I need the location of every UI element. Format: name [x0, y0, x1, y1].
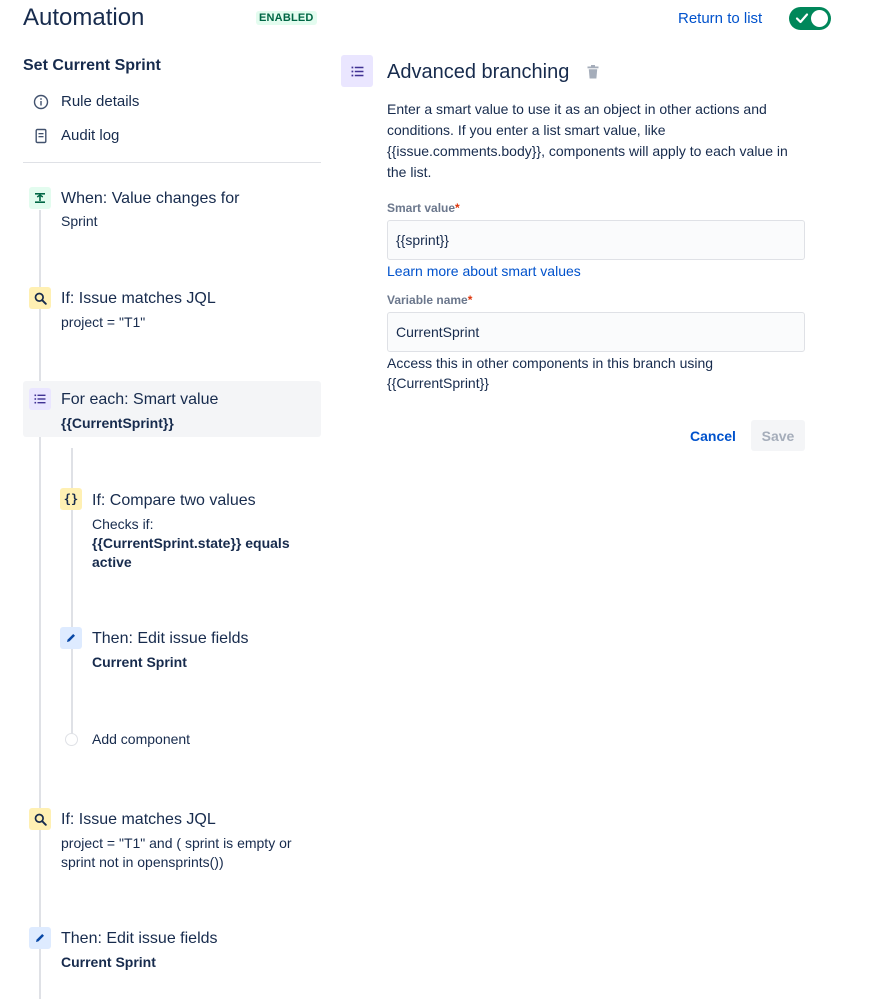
required-mark: * — [455, 201, 460, 215]
panel-description: Enter a smart value to use it as an object in other actions and conditions. If you enter a list smart value, like {{issue.comments.body}}, components will apply to each value in the list. — [387, 101, 788, 180]
required-mark: * — [467, 293, 473, 307]
condition-step-desc: project = "T1" and ( sprint is empty or sprint not in opensprints()) — [61, 835, 292, 870]
branch-step-title[interactable]: For each: Smart value — [61, 391, 219, 408]
trigger-step-desc: Sprint — [61, 213, 98, 229]
learn-more-link[interactable]: Learn more about smart values — [387, 263, 581, 279]
trigger-icon[interactable] — [29, 187, 51, 209]
variable-help-text: Access this in other components in this branch using {{CurrentSprint}} — [387, 355, 714, 391]
info-icon — [33, 94, 49, 110]
return-to-list-link[interactable]: Return to list — [678, 10, 763, 27]
smart-value-label: Smart value* — [387, 201, 460, 215]
compare-step-desc: {{CurrentSprint.state}} equals active — [92, 535, 290, 570]
sidebar-item-label: Audit log — [61, 127, 120, 144]
status-badge: ENABLED — [256, 11, 317, 25]
panel-title: Advanced branching — [387, 61, 570, 83]
edit-step-title[interactable]: Then: Edit issue fields — [92, 630, 249, 647]
edit-step-title[interactable]: Then: Edit issue fields — [61, 930, 218, 947]
edit-step-desc: Current Sprint — [92, 654, 187, 670]
check-icon — [795, 11, 809, 25]
edit-step-desc: Current Sprint — [61, 954, 156, 970]
rule-enabled-toggle[interactable] — [789, 7, 831, 30]
variable-name-input[interactable]: CurrentSprint — [387, 312, 805, 352]
search-icon[interactable] — [29, 808, 51, 830]
sidebar-divider — [23, 162, 321, 163]
pencil-icon[interactable] — [29, 927, 51, 949]
list-icon[interactable] — [29, 388, 51, 410]
condition-step-title[interactable]: If: Issue matches JQL — [61, 290, 216, 307]
condition-step-desc: project = "T1" — [61, 314, 146, 330]
smart-value-input[interactable]: {{sprint}} — [387, 220, 805, 260]
sidebar-item-label: Rule details — [61, 93, 140, 110]
trash-icon[interactable] — [587, 65, 599, 79]
compare-step-title[interactable]: If: Compare two values — [92, 492, 256, 509]
sidebar-item-rule-details[interactable] — [33, 93, 139, 110]
document-icon — [33, 128, 49, 144]
rule-name: Set Current Sprint — [23, 57, 161, 74]
cancel-button[interactable]: Cancel — [690, 427, 736, 444]
sidebar-item-audit-log[interactable] — [33, 127, 119, 144]
branch-step-desc: {{CurrentSprint}} — [61, 415, 174, 431]
pencil-icon[interactable] — [60, 627, 82, 649]
add-component-link[interactable]: Add component — [92, 731, 191, 747]
flow-line — [39, 210, 41, 999]
add-component-dot[interactable] — [65, 733, 78, 746]
trigger-step-title[interactable]: When: Value changes for — [61, 190, 240, 207]
compare-step-desc-prefix: Checks if: — [92, 516, 154, 532]
variable-name-label: Variable name* — [387, 293, 473, 307]
search-icon[interactable] — [29, 287, 51, 309]
save-button[interactable]: Save — [751, 420, 805, 451]
toggle-knob — [811, 10, 828, 27]
branch-panel-icon — [341, 55, 373, 87]
condition-step-title[interactable]: If: Issue matches JQL — [61, 811, 216, 828]
page-title: Automation — [23, 4, 145, 31]
braces-icon[interactable]: {} — [60, 488, 82, 510]
